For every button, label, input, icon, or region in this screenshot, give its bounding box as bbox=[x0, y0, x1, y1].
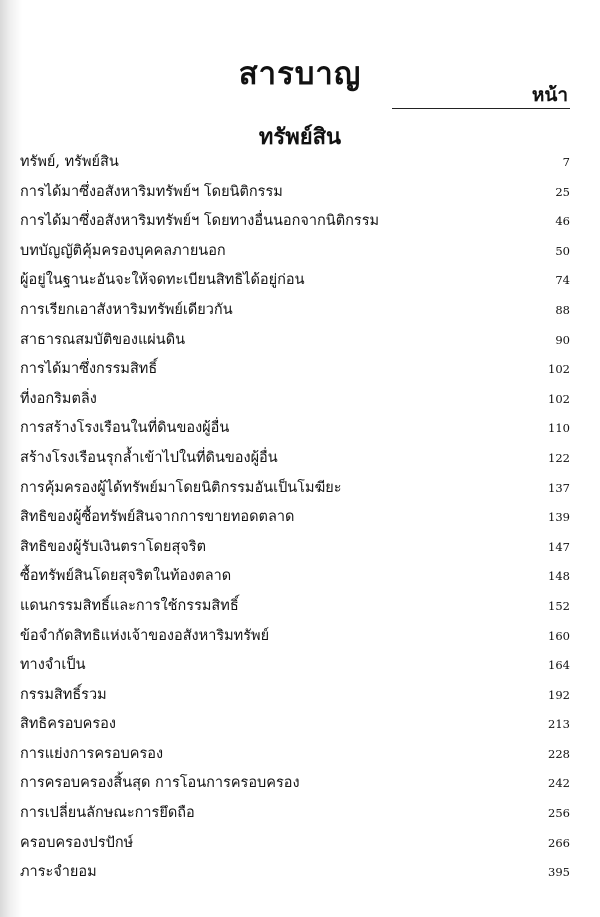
toc-entry-title: ที่งอกริมตลิ่ง bbox=[20, 390, 97, 407]
toc-entry-title: ครอบครองปรปักษ์ bbox=[20, 834, 134, 851]
toc-entry bbox=[20, 444, 570, 474]
toc-entry-title: แดนกรรมสิทธิ์และการใช้กรรมสิทธิ์ bbox=[20, 597, 239, 614]
toc-entry-page: 88 bbox=[555, 302, 570, 317]
header-rule bbox=[392, 108, 570, 109]
toc-entry-page: 213 bbox=[548, 717, 570, 732]
toc-entry-title: การสร้างโรงเรือนในที่ดินของผู้อื่น bbox=[20, 420, 230, 437]
toc-entry-page: 266 bbox=[548, 835, 570, 850]
toc-entry-page: 395 bbox=[548, 865, 570, 880]
toc-entry bbox=[20, 740, 570, 770]
toc-entry-title: การได้มาซึ่งอสังหาริมทรัพย์ฯ โดยนิติกรรม bbox=[20, 183, 283, 200]
page-title: สารบาญ bbox=[238, 56, 362, 92]
toc-entry bbox=[20, 829, 570, 859]
toc-entry-title: บทบัญญัติคุ้มครองบุคคลภายนอก bbox=[20, 242, 226, 259]
toc-entry bbox=[20, 207, 570, 237]
toc-entry-page: 147 bbox=[548, 539, 570, 554]
toc-entry-page: 50 bbox=[555, 243, 570, 258]
toc-entry bbox=[20, 533, 570, 563]
toc-entry-page: 122 bbox=[548, 450, 570, 465]
toc-entry bbox=[20, 326, 570, 356]
toc-entry-title: การได้มาซึ่งอสังหาริมทรัพย์ฯ โดยทางอื่นนอกจากนิติกรรม bbox=[20, 213, 380, 230]
toc-entry bbox=[20, 503, 570, 533]
toc-entry bbox=[20, 799, 570, 829]
toc-entry bbox=[20, 355, 570, 385]
toc-entry bbox=[20, 148, 570, 178]
toc-entry-title: สิทธิของผู้ซื้อทรัพย์สินจากการขายทอดตลาด bbox=[20, 509, 295, 526]
toc-entry-page: 110 bbox=[548, 421, 570, 436]
toc-entry-page: 148 bbox=[548, 569, 570, 584]
toc-entry-page: 7 bbox=[562, 155, 570, 169]
toc-entry bbox=[20, 592, 570, 622]
toc-entry-page: 46 bbox=[555, 214, 570, 229]
toc-entry-title: สิทธิของผู้รับเงินตราโดยสุจริต bbox=[20, 538, 206, 555]
toc-entry bbox=[20, 237, 570, 267]
section-heading: ทรัพย์สิน bbox=[258, 124, 342, 150]
toc-entry-page: 90 bbox=[555, 332, 570, 347]
toc-entry bbox=[20, 562, 570, 592]
toc-entry-title: การเปลี่ยนลักษณะการยึดถือ bbox=[20, 805, 195, 822]
toc-entry bbox=[20, 651, 570, 681]
toc-entry-page: 25 bbox=[555, 184, 570, 199]
toc-entry-title: ทางจำเป็น bbox=[20, 657, 86, 674]
toc-entry bbox=[20, 414, 570, 444]
toc-entry bbox=[20, 266, 570, 296]
toc-entry bbox=[20, 710, 570, 740]
toc-entry-title: ข้อจำกัดสิทธิแห่งเจ้าของอสังหาริมทรัพย์ bbox=[20, 627, 270, 644]
toc-entry-page: 164 bbox=[548, 658, 570, 673]
toc-entry-page: 139 bbox=[548, 510, 570, 525]
toc-entry-page: 228 bbox=[548, 746, 570, 761]
toc-entry-page: 102 bbox=[548, 391, 570, 406]
toc-entry-title: ภาระจำยอม bbox=[20, 864, 97, 881]
toc-entry-title: สิทธิครอบครอง bbox=[20, 716, 116, 733]
toc-entry-title: กรรมสิทธิ์รวม bbox=[20, 686, 107, 703]
toc-entry bbox=[20, 681, 570, 711]
toc-entry bbox=[20, 622, 570, 652]
toc-entry-title: การแย่งการครอบครอง bbox=[20, 745, 164, 762]
toc-entry-title: สาธารณสมบัติของแผ่นดิน bbox=[20, 331, 186, 348]
toc-entry-title: สร้างโรงเรือนรุกล้ำเข้าไปในที่ดินของผู้อื่น bbox=[20, 449, 278, 466]
toc-entry bbox=[20, 385, 570, 415]
toc-entry-title: การครอบครองสิ้นสุด การโอนการครอบครอง bbox=[20, 775, 300, 792]
toc-entry bbox=[20, 474, 570, 504]
toc-entry-page: 137 bbox=[548, 480, 570, 495]
toc-entry-page: 256 bbox=[548, 806, 570, 821]
toc-entry bbox=[20, 296, 570, 326]
toc-entry bbox=[20, 858, 570, 888]
toc-entry-page: 242 bbox=[548, 776, 570, 791]
toc-entry bbox=[20, 178, 570, 208]
toc-entry-page: 160 bbox=[548, 628, 570, 643]
toc-entry-title: ซื้อทรัพย์สินโดยสุจริตในท้องตลาด bbox=[20, 568, 232, 585]
toc-entry-title: ทรัพย์, ทรัพย์สิน bbox=[20, 154, 119, 170]
toc-entry bbox=[20, 769, 570, 799]
toc-entry-page: 152 bbox=[548, 598, 570, 613]
toc-entry-title: การเรียกเอาสังหาริมทรัพย์เดียวกัน bbox=[20, 301, 233, 318]
toc-entry-title: การได้มาซึ่งกรรมสิทธิ์ bbox=[20, 361, 158, 378]
toc-entry-page: 192 bbox=[548, 687, 570, 702]
toc-entry-page: 102 bbox=[548, 362, 570, 377]
toc-entry-title: ผู้อยู่ในฐานะอันจะให้จดทะเบียนสิทธิได้อยู่ก่อน bbox=[20, 272, 305, 289]
toc-list bbox=[20, 148, 570, 888]
page-column-header: หน้า bbox=[531, 84, 568, 106]
toc-entry-title: การคุ้มครองผู้ได้ทรัพย์มาโดยนิติกรรมอันเป็นโมฆียะ bbox=[20, 479, 342, 496]
toc-entry-page: 74 bbox=[555, 273, 570, 288]
